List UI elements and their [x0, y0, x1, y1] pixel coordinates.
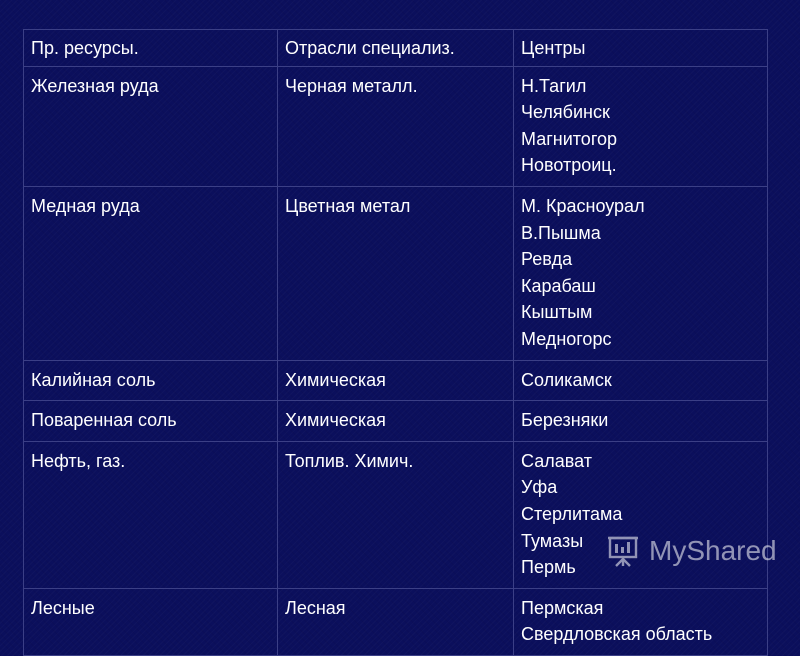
- resource-cell: Медная руда: [24, 186, 278, 360]
- table-row: [24, 588, 768, 655]
- center-item: Березняки: [521, 410, 609, 431]
- industry-cell: Цветная метал: [278, 186, 514, 360]
- header-industries: Отрасли специализ.: [278, 30, 514, 67]
- center-item: Свердловская область: [521, 624, 713, 645]
- table-header-row: [24, 30, 768, 67]
- center-item: Стерлитама: [521, 503, 623, 524]
- industry-cell: Лесная: [278, 588, 514, 655]
- industry-cell: Черная металл.: [278, 66, 514, 186]
- resource-cell: Лесные: [24, 588, 278, 655]
- table-row: [24, 66, 768, 186]
- table-row: [24, 401, 768, 442]
- center-item: Магнитогор: [521, 128, 618, 149]
- center-item: Салават: [521, 450, 592, 471]
- watermark-text: MyShared: [649, 535, 777, 566]
- myshared-watermark: [607, 533, 777, 569]
- centers-cell: [514, 360, 768, 401]
- resource-cell: Железная руда: [24, 66, 278, 186]
- center-item: Ревда: [521, 249, 573, 270]
- center-item: Медногорс: [521, 328, 612, 349]
- header-centers: Центры: [514, 30, 768, 67]
- center-item: Уфа: [521, 477, 558, 498]
- center-item: Кыштым: [521, 302, 593, 323]
- center-item: Пермь: [521, 557, 576, 578]
- center-item: В.Пышма: [521, 222, 601, 243]
- center-item: Н.Тагил: [521, 75, 587, 96]
- table-row: [24, 186, 768, 360]
- centers-cell: [514, 66, 768, 186]
- center-item: Соликамск: [521, 369, 612, 390]
- center-item: Тумазы: [521, 530, 584, 551]
- industry-cell: Химическая: [278, 401, 514, 442]
- presentation-board-icon: [607, 533, 643, 569]
- centers-cell: [514, 588, 768, 655]
- center-item: М. Красноурал: [521, 195, 645, 216]
- center-item: Новотроиц.: [521, 155, 617, 176]
- center-item: Пермская: [521, 597, 604, 618]
- header-resources: Пр. ресурсы.: [24, 30, 278, 67]
- industry-cell: Химическая: [278, 360, 514, 401]
- resource-cell: Поваренная соль: [24, 401, 278, 442]
- resource-cell: Нефть, газ.: [24, 441, 278, 588]
- centers-cell: [514, 186, 768, 360]
- centers-cell: [514, 401, 768, 442]
- center-item: Карабаш: [521, 275, 596, 296]
- table-row: [24, 360, 768, 401]
- center-item: Челябинск: [521, 102, 610, 123]
- resource-cell: Калийная соль: [24, 360, 278, 401]
- industry-cell: Топлив. Химич.: [278, 441, 514, 588]
